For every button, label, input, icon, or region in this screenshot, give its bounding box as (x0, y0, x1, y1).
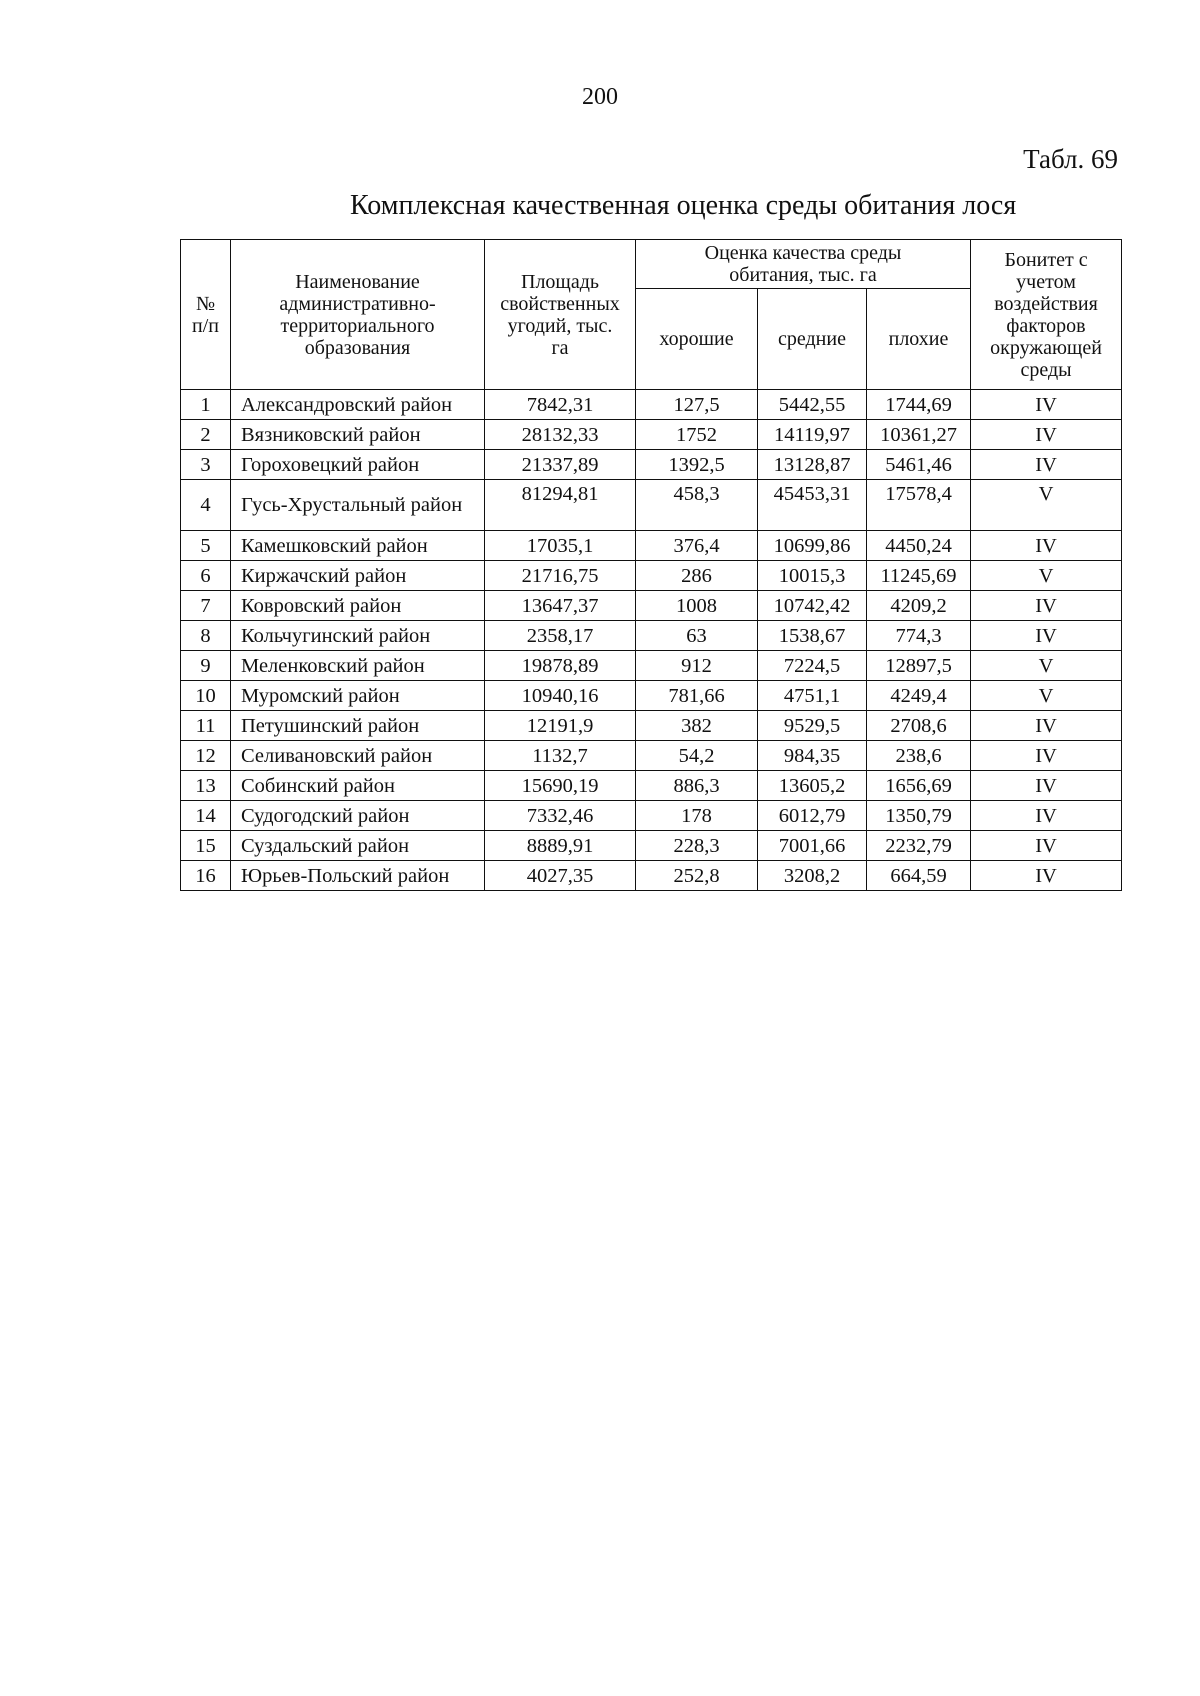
bonitet-value: IV (971, 861, 1122, 891)
row-number: 1 (181, 390, 231, 420)
bonitet-value: IV (971, 621, 1122, 651)
area-value: 13647,37 (485, 591, 636, 621)
row-number: 2 (181, 420, 231, 450)
area-value: 8889,91 (485, 831, 636, 861)
header-name: Наименование административно- территориального образования (231, 240, 485, 390)
bad-value: 1656,69 (867, 771, 971, 801)
district-name: Вязниковский район (231, 420, 485, 450)
table-row (181, 801, 1122, 831)
table-row (181, 561, 1122, 591)
area-value: 15690,19 (485, 771, 636, 801)
bonitet-value: IV (971, 801, 1122, 831)
bad-value: 17578,4 (867, 480, 971, 531)
bonitet-value: V (971, 681, 1122, 711)
area-value: 17035,1 (485, 531, 636, 561)
row-number: 5 (181, 531, 231, 561)
medium-value: 9529,5 (758, 711, 867, 741)
table-row (181, 831, 1122, 861)
area-value: 81294,81 (485, 480, 636, 531)
district-name: Ковровский район (231, 591, 485, 621)
medium-value: 6012,79 (758, 801, 867, 831)
bad-value: 4209,2 (867, 591, 971, 621)
district-name: Меленковский район (231, 651, 485, 681)
row-number: 14 (181, 801, 231, 831)
table-row (181, 711, 1122, 741)
table-row (181, 771, 1122, 801)
good-value: 376,4 (636, 531, 758, 561)
district-name: Судогодский район (231, 801, 485, 831)
bad-value: 4450,24 (867, 531, 971, 561)
bonitet-value: IV (971, 711, 1122, 741)
district-name: Гусь-Хрустальный район (231, 480, 485, 531)
bonitet-value: V (971, 480, 1122, 531)
bad-value: 2708,6 (867, 711, 971, 741)
table-row (181, 741, 1122, 771)
good-value: 178 (636, 801, 758, 831)
row-number: 13 (181, 771, 231, 801)
district-name: Суздальский район (231, 831, 485, 861)
bonitet-value: V (971, 561, 1122, 591)
medium-value: 7001,66 (758, 831, 867, 861)
good-value: 458,3 (636, 480, 758, 531)
medium-value: 10742,42 (758, 591, 867, 621)
bad-value: 664,59 (867, 861, 971, 891)
header-medium: средние (758, 289, 867, 390)
row-number: 11 (181, 711, 231, 741)
bad-value: 10361,27 (867, 420, 971, 450)
table-row (181, 681, 1122, 711)
bad-value: 774,3 (867, 621, 971, 651)
area-value: 4027,35 (485, 861, 636, 891)
medium-value: 13605,2 (758, 771, 867, 801)
page-number: 200 (582, 84, 618, 110)
good-value: 228,3 (636, 831, 758, 861)
row-number: 12 (181, 741, 231, 771)
bad-value: 238,6 (867, 741, 971, 771)
good-value: 252,8 (636, 861, 758, 891)
row-number: 6 (181, 561, 231, 591)
area-value: 7332,46 (485, 801, 636, 831)
bonitet-value: IV (971, 591, 1122, 621)
district-name: Кольчугинский район (231, 621, 485, 651)
good-value: 781,66 (636, 681, 758, 711)
bonitet-value: IV (971, 450, 1122, 480)
district-name: Александровский район (231, 390, 485, 420)
header-quality-group: Оценка качества среды обитания, тыс. га (636, 240, 971, 289)
bonitet-value: IV (971, 741, 1122, 771)
district-name: Киржачский район (231, 561, 485, 591)
table-row (181, 420, 1122, 450)
medium-value: 3208,2 (758, 861, 867, 891)
good-value: 127,5 (636, 390, 758, 420)
medium-value: 14119,97 (758, 420, 867, 450)
good-value: 286 (636, 561, 758, 591)
row-number: 10 (181, 681, 231, 711)
good-value: 1392,5 (636, 450, 758, 480)
row-number: 8 (181, 621, 231, 651)
row-number: 7 (181, 591, 231, 621)
district-name: Камешковский район (231, 531, 485, 561)
district-name: Селивановский район (231, 741, 485, 771)
good-value: 54,2 (636, 741, 758, 771)
bonitet-value: IV (971, 420, 1122, 450)
good-value: 886,3 (636, 771, 758, 801)
row-number: 4 (181, 480, 231, 531)
bad-value: 1744,69 (867, 390, 971, 420)
bonitet-value: V (971, 651, 1122, 681)
table-row (181, 861, 1122, 891)
row-number: 16 (181, 861, 231, 891)
medium-value: 1538,67 (758, 621, 867, 651)
table-row (181, 450, 1122, 480)
bad-value: 4249,4 (867, 681, 971, 711)
header-good: хорошие (636, 289, 758, 390)
area-value: 21337,89 (485, 450, 636, 480)
area-value: 12191,9 (485, 711, 636, 741)
medium-value: 45453,31 (758, 480, 867, 531)
row-number: 9 (181, 651, 231, 681)
header-number: № п/п (181, 240, 231, 390)
bonitet-value: IV (971, 831, 1122, 861)
table-title: Комплексная качественная оценка среды обитания лося (350, 190, 1017, 221)
area-value: 2358,17 (485, 621, 636, 651)
bad-value: 12897,5 (867, 651, 971, 681)
good-value: 1752 (636, 420, 758, 450)
medium-value: 10699,86 (758, 531, 867, 561)
district-name: Юрьев-Польский район (231, 861, 485, 891)
medium-value: 4751,1 (758, 681, 867, 711)
area-value: 28132,33 (485, 420, 636, 450)
header-bonitet: Бонитет с учетом воздействия факторов окружающей среды (971, 240, 1122, 390)
medium-value: 13128,87 (758, 450, 867, 480)
medium-value: 10015,3 (758, 561, 867, 591)
table-row (181, 591, 1122, 621)
table-row (181, 390, 1122, 420)
row-number: 15 (181, 831, 231, 861)
bonitet-value: IV (971, 771, 1122, 801)
good-value: 1008 (636, 591, 758, 621)
header-bad: плохие (867, 289, 971, 390)
bad-value: 11245,69 (867, 561, 971, 591)
table-row (181, 651, 1122, 681)
header-area: Площадь свойственных угодий, тыс. га (485, 240, 636, 390)
table-row (181, 531, 1122, 561)
good-value: 63 (636, 621, 758, 651)
table-row (181, 621, 1122, 651)
district-name: Гороховецкий район (231, 450, 485, 480)
bad-value: 2232,79 (867, 831, 971, 861)
table-row (181, 480, 1122, 531)
table-label: Табл. 69 (1023, 144, 1118, 174)
row-number: 3 (181, 450, 231, 480)
district-name: Петушинский район (231, 711, 485, 741)
bonitet-value: IV (971, 390, 1122, 420)
area-value: 19878,89 (485, 651, 636, 681)
district-name: Собинский район (231, 771, 485, 801)
bonitet-value: IV (971, 531, 1122, 561)
good-value: 912 (636, 651, 758, 681)
area-value: 7842,31 (485, 390, 636, 420)
area-value: 1132,7 (485, 741, 636, 771)
bad-value: 1350,79 (867, 801, 971, 831)
area-value: 21716,75 (485, 561, 636, 591)
moose-habitat-table (180, 239, 1122, 891)
medium-value: 7224,5 (758, 651, 867, 681)
medium-value: 984,35 (758, 741, 867, 771)
district-name: Муромский район (231, 681, 485, 711)
medium-value: 5442,55 (758, 390, 867, 420)
area-value: 10940,16 (485, 681, 636, 711)
bad-value: 5461,46 (867, 450, 971, 480)
good-value: 382 (636, 711, 758, 741)
